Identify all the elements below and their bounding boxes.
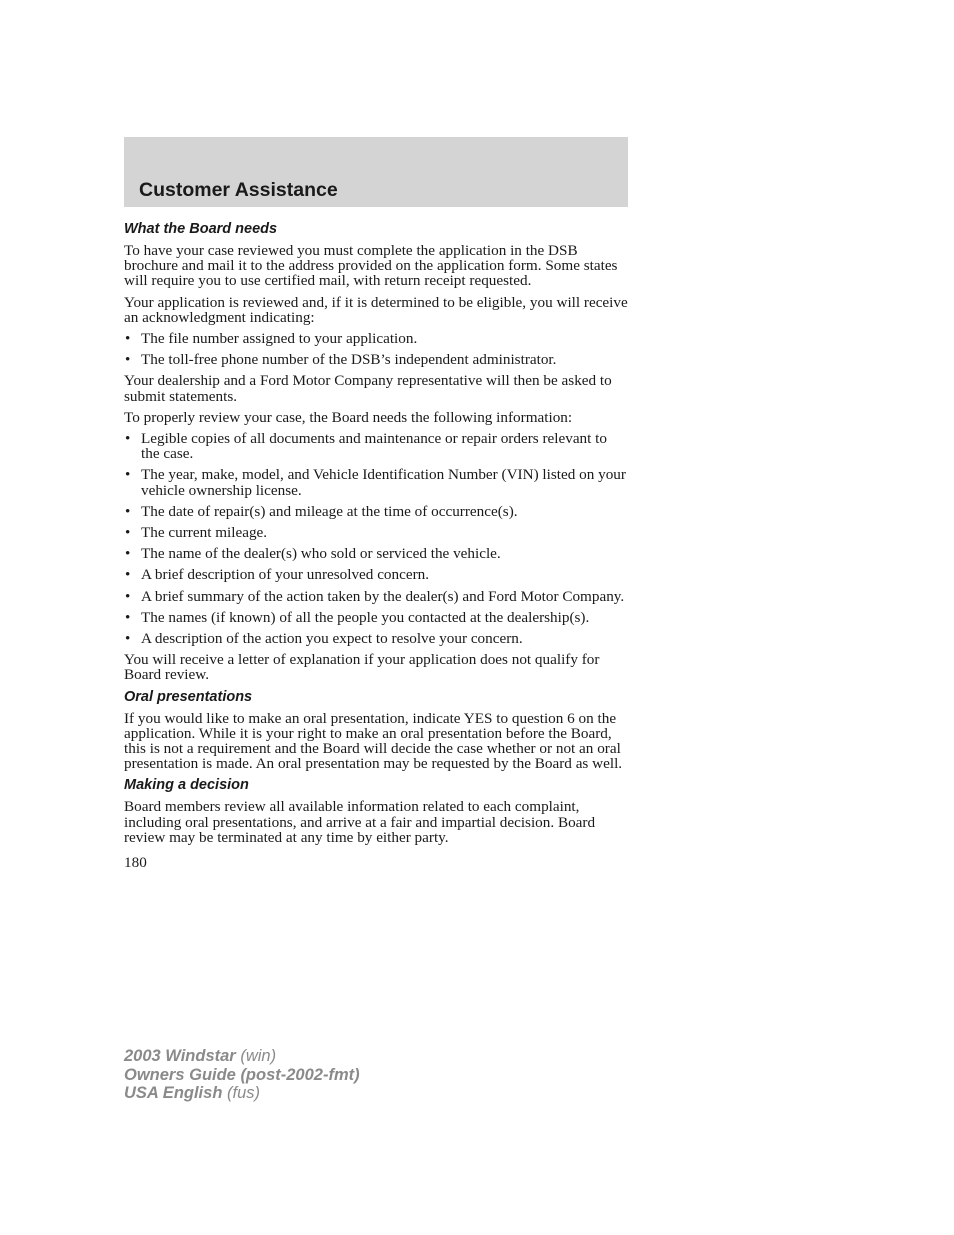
list-item: • The name of the dealer(s) who sold or serviced the vehicle. (125, 545, 501, 563)
bullet-icon: • (125, 466, 131, 484)
section-title: Customer Assistance (139, 179, 338, 201)
bullet-icon: • (125, 524, 131, 542)
paragraph: Your application is reviewed and, if it is determined to be eligible, you will receive an acknowledgment indicating: (124, 293, 628, 326)
list-item: • The names (if known) of all the people you contacted at the dealership(s). (125, 608, 590, 626)
paragraph: If you would like to make an oral presentation, indicate YES to question 6 on the application. While it is your right to make an oral presentation before the Board, this is not a requirement and the Board will decide the case whether or not an oral presentation is made. An oral presentation may be requested by the Board as well. (124, 709, 623, 773)
heading-board-needs: What the Board needs (124, 221, 278, 237)
bullet-icon: • (125, 545, 131, 563)
list-item: • A brief description of your unresolved concern. (125, 566, 430, 584)
list-item: • A description of the action you expect to resolve your concern. (125, 630, 523, 648)
footer-line-guide: Owners Guide (post-2002-fmt) (124, 1065, 360, 1084)
page-content (124, 221, 628, 870)
list-item: • The date of repair(s) and mileage at the time of occurrence(s). (125, 502, 518, 520)
footer-line-model: 2003 Windstar (win) (124, 1047, 277, 1065)
section-header-band (124, 137, 628, 207)
list-item: • A brief summary of the action taken by the dealer(s) and Ford Motor Company. (125, 587, 625, 605)
bullet-icon: • (125, 630, 131, 648)
heading-making-a-decision: Making a decision (124, 777, 249, 794)
paragraph: Board members review all available information related to each complaint, including oral presentations, and arrive at a fair and impartial decision. Board review may be terminated at any time by either party. (124, 798, 596, 846)
heading-oral-presentations: Oral presentations (124, 688, 253, 705)
paragraph: To properly review your case, the Board needs the following information: (124, 408, 573, 426)
list-item: • The current mileage. (125, 524, 268, 542)
document-footer (124, 1047, 360, 1103)
page-number: 180 (124, 854, 147, 872)
information-list (124, 431, 628, 646)
list-item: • The file number assigned to your application. (125, 330, 418, 348)
bullet-icon: • (125, 351, 131, 369)
bullet-icon: • (125, 502, 131, 520)
list-item: • The year, make, model, and Vehicle Identification Number (VIN) listed on your vehicle ownership license. (125, 466, 626, 499)
bullet-icon: • (125, 330, 131, 348)
list-item: • The toll-free phone number of the DSB’s independent administrator. (125, 351, 557, 369)
paragraph: Your dealership and a Ford Motor Company representative will then be asked to submit statements. (124, 372, 612, 405)
footer-line-language: USA English (fus) (124, 1084, 260, 1102)
acknowledgment-list (124, 331, 628, 367)
bullet-icon: • (125, 430, 131, 448)
bullet-icon: • (125, 566, 131, 584)
paragraph: To have your case reviewed you must complete the application in the DSB brochure and mail it to the address provided on the application form. Some states will require you to use certified mail, with return receipt requested. (124, 242, 618, 290)
bullet-icon: • (125, 587, 131, 605)
bullet-icon: • (125, 608, 131, 626)
paragraph: You will receive a letter of explanation if your application does not qualify for Board review. (124, 651, 600, 684)
list-item: • Legible copies of all documents and maintenance or repair orders relevant to the case. (125, 430, 607, 463)
